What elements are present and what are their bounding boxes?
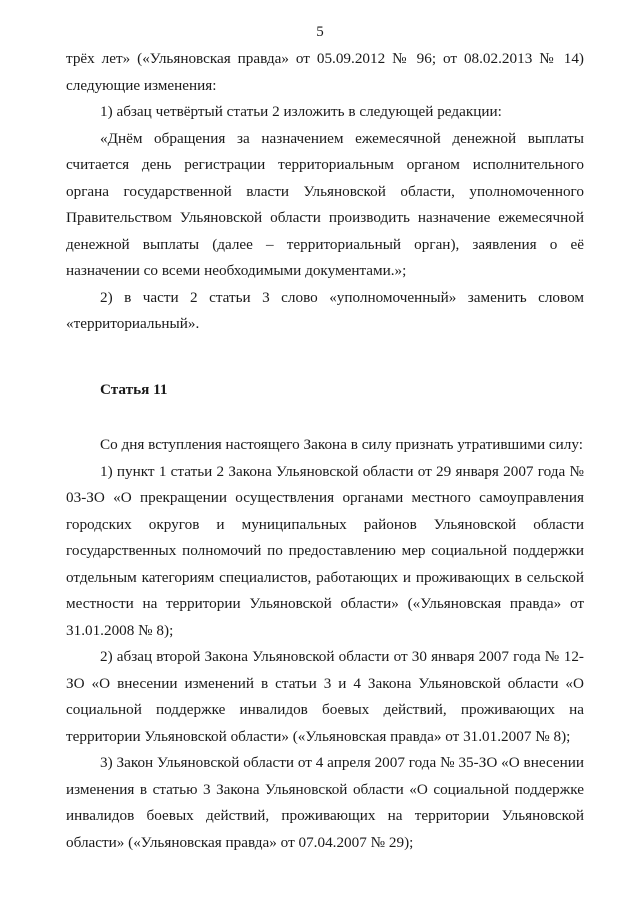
- paragraph-repeal-3: 3) Закон Ульяновской области от 4 апреля 2007 года № 35-ЗО «О внесении изменения в статью 3 Закона Ульяновской области «О социальной поддержке инвалидов боевых действий, проживающих на территории Ульяновской области» («Ульяновская правда» от 07.04.2007 № 29);: [66, 754, 584, 851]
- paragraph-repeal-2: 2) абзац второй Закона Ульяновской области от 30 января 2007 года № 12-ЗО «О внесении изменений в статьи 3 и 4 Закона Ульяновской области «О социальной поддержке инвалидов боевых действий, проживающих на территории Ульяновской области» («Ульяновская правда» от 31.01.2007 № 8);: [66, 648, 584, 745]
- document-body: [66, 46, 584, 856]
- page-number: 5: [316, 24, 324, 40]
- spacer: [66, 403, 584, 432]
- paragraph-repeal-1: 1) пункт 1 статьи 2 Закона Ульяновской области от 29 января 2007 года № 03-ЗО «О прекращении осуществления органами местного самоуправления городских округов и муниципальных районов Ульяновской области государственных полномочий по предоставлению мер социальной поддержки отдельным категориям специалистов, работающих и проживающих в сельской местности на территории Ульяновской области» («Ульяновская правда» от 31.01.2008 № 8);: [66, 462, 584, 639]
- paragraph-item-2: 2) в части 2 статьи 3 слово «уполномоченный» заменить словом «территориальный».: [66, 288, 584, 332]
- paragraph-continuation: трёх лет» («Ульяновская правда» от 05.09.2012 № 96; от 08.02.2013 № 14) следующие изменения:: [66, 50, 584, 94]
- article-heading: Статья 11: [100, 380, 168, 398]
- spacer: [66, 338, 584, 377]
- paragraph-quoted-text: «Днём обращения за назначением ежемесячной денежной выплаты считается день регистрации территориальным органом исполнительного органа государственной власти Ульяновской области, уполномоченного Правительством Ульяновской области производить назначение ежемесячной денежной выплаты (далее – территориальный орган), заявления о её назначении со всеми необходимыми документами.»;: [66, 129, 584, 279]
- paragraph-intro: Со дня вступления настоящего Закона в силу признать утратившими силу:: [100, 436, 583, 453]
- paragraph-item-1: 1) абзац четвёртый статьи 2 изложить в следующей редакции:: [100, 103, 502, 120]
